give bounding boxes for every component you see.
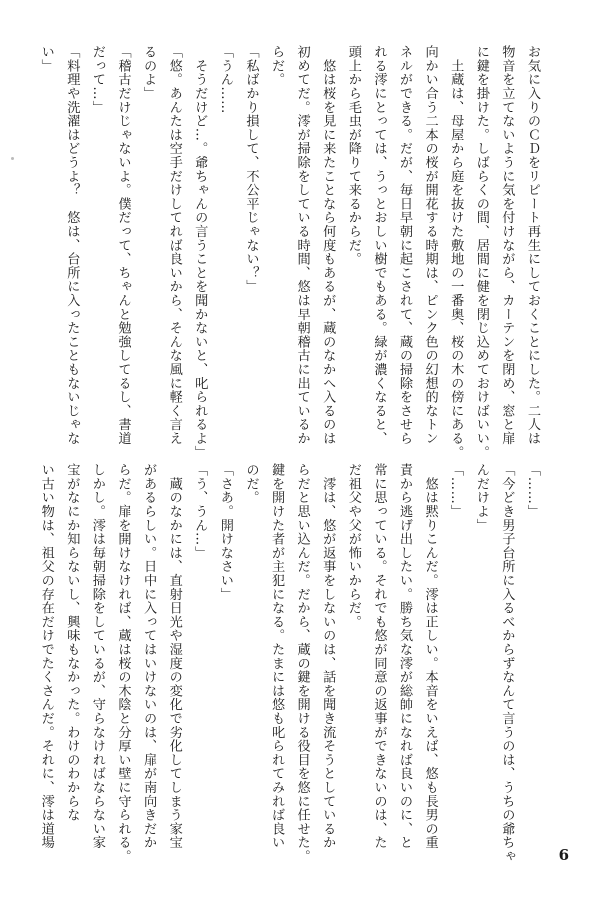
text-line: 「悠。あんたは空手だけしてれば良いから、そんな風に軽く言え: [166, 45, 182, 446]
text-line: 悠は桜を見に来たことなら何度もあるが、蔵のなかへ入るのは: [320, 45, 336, 446]
text-block-bottom: [33, 463, 545, 864]
text-line: らだと思い込んだ。だから、蔵の鍵を開ける役目を悠に任せた。: [294, 463, 310, 864]
text-line: 向かい合う二本の桜が開花する時期は、ピンク色の幻想的なトン: [422, 45, 438, 446]
text-line: 物音を立てないように気を付けながら、カーテンを閉め、窓と扉: [499, 45, 515, 446]
text-line: 悠は黙りこんだ。澪は正しい。本音をいえば、悠も長男の重: [422, 463, 438, 850]
text-line: 初めてだ。澪が掃除をしている時間、悠は早朝稽古に出ているか: [294, 45, 310, 446]
text-line: 頭上から毛虫が降りて来るからだ。: [345, 45, 361, 266]
text-line: 「さあ。開けなさい」: [217, 463, 233, 601]
text-line: 「料理や洗濯はどうよ？ 悠は、台所に入ったこともないじゃな: [64, 45, 80, 446]
text-line: 鍵を開けた者が主犯になる。たまには悠も叱られてみれば良い: [269, 463, 285, 850]
text-line: 「稽古だけじゃないよ。僕だって、ちゃんと勉強してるし、書道: [115, 45, 131, 446]
text-line: い古い物は、祖父の存在だけでたくさんだ。それに、澪は道場: [38, 463, 54, 850]
text-line: のだ。: [243, 463, 259, 505]
text-line: 澪は、悠が返事をしないのは、話を聞き流そうとしているか: [320, 463, 336, 850]
text-line: そうだけど…。爺ちゃんの言うことを聞かないと、叱られるよ」: [192, 45, 208, 459]
text-line: だって…」: [89, 45, 105, 114]
text-line: があるらしい。日中に入ってはいけないのは、扉が南向きだか: [141, 463, 157, 850]
text-line: らだ。扉を開けなければ、蔵は桜の木陰と分厚い壁に守られる。: [115, 463, 131, 864]
text-line: るのよ」: [141, 45, 157, 101]
text-line: 責から逃げ出したい。勝ち気な澪が総帥になれば良いのに、と: [397, 463, 413, 850]
text-line: ネルができる。だが、毎日早朝に起こされて、蔵の掃除をさせら: [397, 45, 413, 446]
text-line: に鍵を掛けた。しばらくの間、居間に健を閉じ込めておけばいい。: [473, 45, 489, 459]
text-line: だ祖父や父が怖いからだ。: [345, 463, 361, 629]
text-line: い」: [38, 45, 54, 73]
page-number: 6: [558, 846, 569, 864]
text-line: 「……」: [525, 463, 540, 519]
text-line: れる澪にとっては、うっとおしい樹でもある。緑が濃くなると、: [371, 45, 387, 446]
text-line: お気に入りのＣＤをリピート再生にしておくことにした。二人は: [525, 45, 540, 446]
text-line: 「う、うん…」: [192, 463, 208, 560]
text-line: しかし。澪は毎朝掃除をしているが、守らなければならない家: [89, 463, 105, 850]
text-line: 「私ばかり損して、不公平じゃない？」: [243, 45, 259, 294]
text-line: 常に思っている。それでも悠が同意の返事ができないのは、た: [371, 463, 387, 850]
text-line: 「……」: [448, 463, 464, 519]
text-line: んだけよ」: [473, 463, 489, 532]
scan-speck: [11, 157, 14, 160]
text-line: 「今どき男子台所に入るべからずなんて言うのは、うちの爺ちゃ: [499, 463, 515, 864]
text-line: 「うん……: [217, 45, 233, 114]
text-line: 土蔵は、母屋から庭を抜けた敷地の一番奥、桜の木の傍にある。: [448, 45, 464, 459]
text-line: 蔵のなかには、直射日光や湿度の変化で劣化してしまう家宝: [166, 463, 182, 850]
text-block-top: [33, 45, 545, 459]
text-line: らだ。: [269, 45, 285, 87]
text-line: 宝がなにか知らないし、興味もなかった。わけのわからな: [64, 463, 80, 822]
